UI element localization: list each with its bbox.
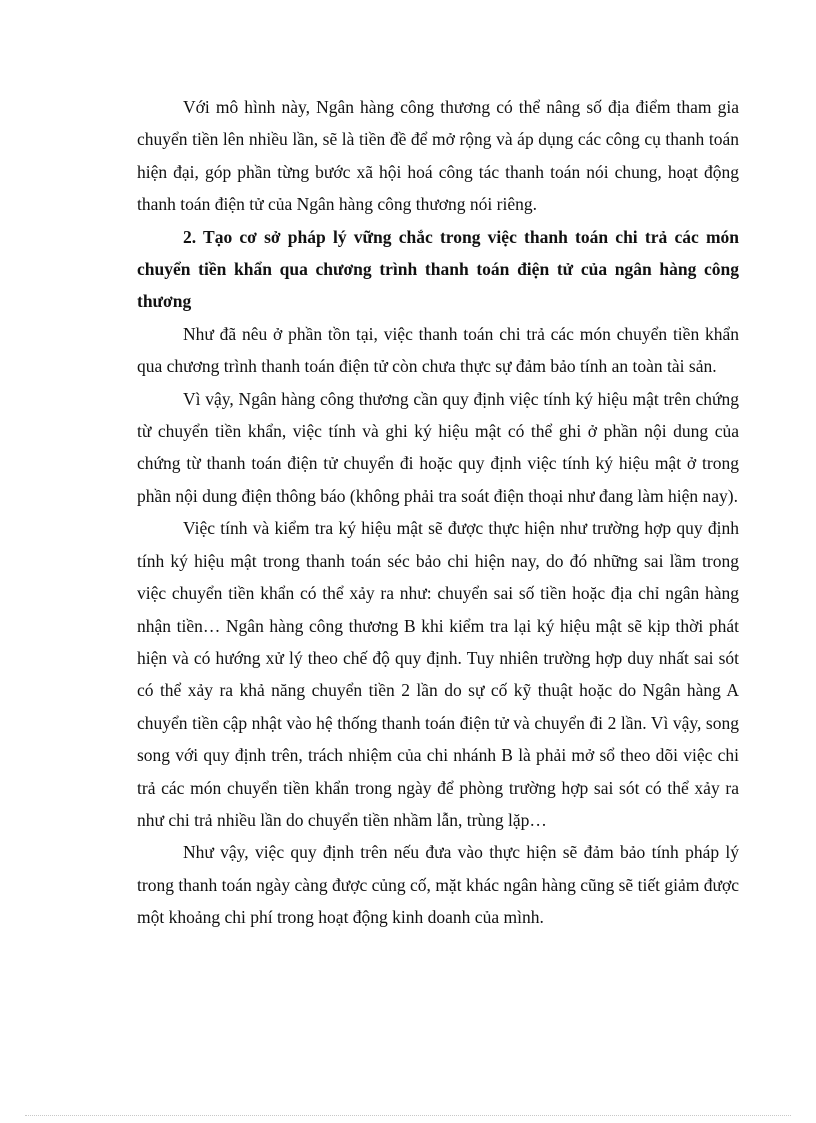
paragraph: Như đã nêu ở phần tồn tại, việc thanh toán chi trả các món chuyển tiền khẩn qua chương trình thanh toán điện tử còn chưa thực sự đảm bảo tính an toàn tài sản.: [137, 323, 739, 377]
paragraph: Việc tính và kiểm tra ký hiệu mật sẽ được thực hiện như trường hợp quy định tính ký hiệu mật trong thanh toán séc bảo chi hiện nay, do đó những sai lầm trong việc chuyển tiền khẩn có thể xảy ra như: chuyển sai số tiền hoặc địa chỉ ngân hàng nhận tiền… Ngân hàng công thương B khi kiểm tra lại ký hiệu mật sẽ kịp thời phát hiện và có hướng xử lý theo chế độ quy định. Tuy nhiên trường hợp duy nhất sai sót có thể xảy ra khả năng chuyển tiền 2 lần do sự cố kỹ thuật hoặc do Ngân hàng A chuyển tiền cập nhật vào hệ thống thanh toán điện tử và chuyển đi 2 lần. Vì vậy, song song với quy định trên, trách nhiệm của chi nhánh B là phải mở sổ theo dõi việc chi trả các món chuyển tiền khẩn trong ngày để phòng trường hợp sai sót có thể xảy ra như chi trả nhiều lần do chuyển tiền nhầm lẫn, trùng lặp…: [137, 518, 739, 830]
page-bottom-divider: [25, 1115, 791, 1116]
document-page: [137, 91, 739, 934]
section-heading: 2. Tạo cơ sở pháp lý vững chắc trong việc thanh toán chi trả các món chuyển tiền khẩn qua chương trình thanh toán điện tử của ngân hàng công thương: [137, 226, 739, 312]
paragraph: Như vậy, việc quy định trên nếu đưa vào thực hiện sẽ đảm bảo tính pháp lý trong thanh toán ngày càng được củng cố, mặt khác ngân hàng cũng sẽ tiết giảm được một khoảng chi phí trong hoạt động kinh doanh của mình.: [137, 842, 739, 928]
paragraph: Với mô hình này, Ngân hàng công thương có thể nâng số địa điểm tham gia chuyển tiền lên nhiều lần, sẽ là tiền đề để mở rộng và áp dụng các công cụ thanh toán hiện đại, góp phần từng bước xã hội hoá công tác thanh toán nói chung, hoạt động thanh toán điện tử của Ngân hàng công thương nói riêng.: [137, 97, 739, 215]
paragraph: Vì vậy, Ngân hàng công thương cần quy định việc tính ký hiệu mật trên chứng từ chuyển tiền khẩn, việc tính và ghi ký hiệu mật có thể ghi ở phần nội dung của chứng từ thanh toán điện tử chuyển đi hoặc quy định việc tính ký hiệu mật ở trong phần nội dung điện thông báo (không phải tra soát điện thoại như đang làm hiện nay).: [137, 388, 739, 506]
